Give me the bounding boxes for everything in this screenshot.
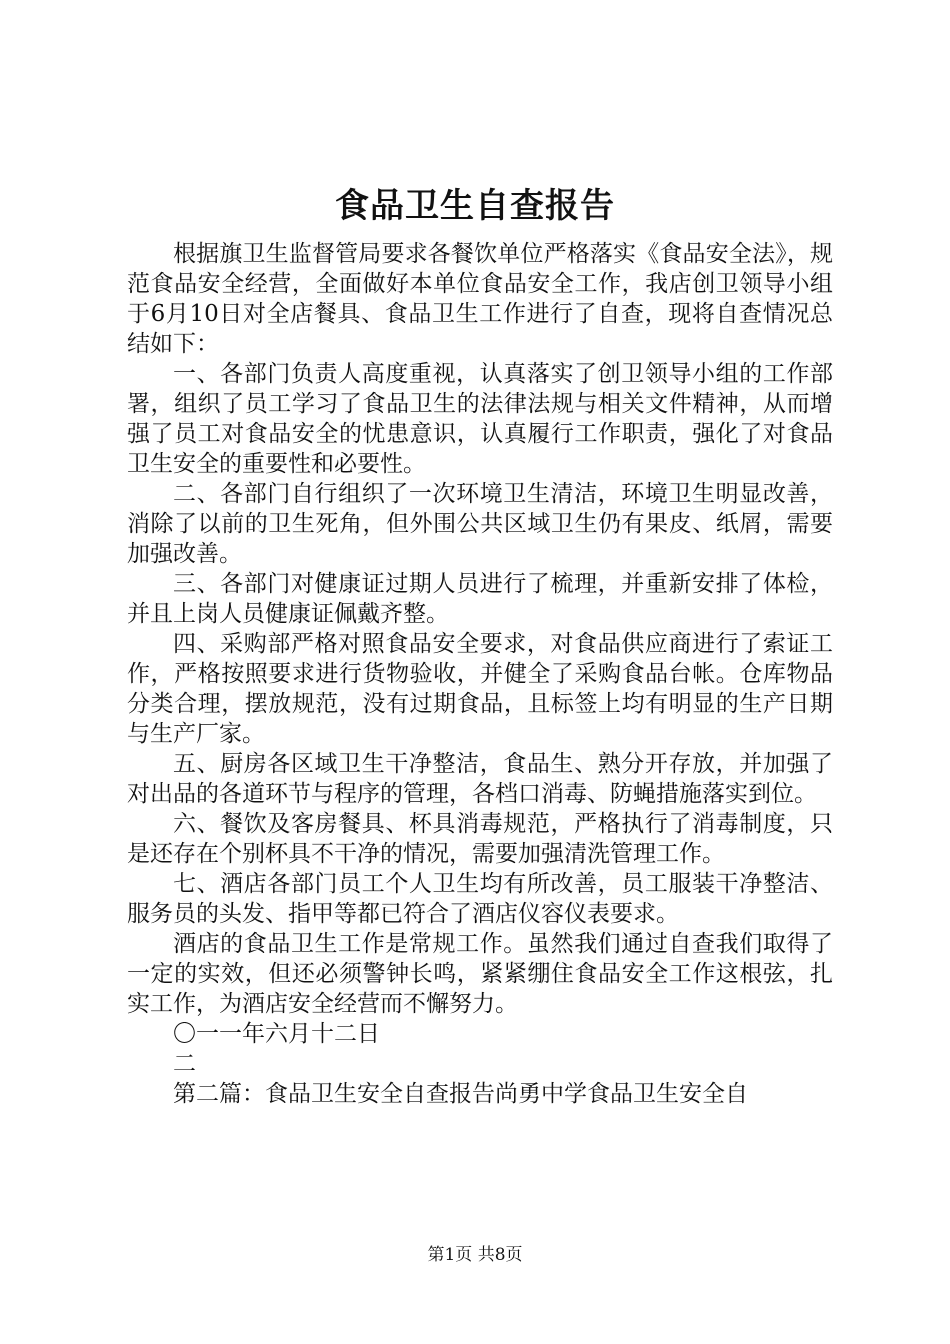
- intro-paragraph: 根据旗卫生监督管局要求各餐饮单位严格落实《食品安全法》，规范食品安全经营，全面做好本单位食品安全工作，我店创卫领导小组于6月10日对全店餐具、食品卫生工作进行了自查，现将自查情况总结如下：: [127, 241, 833, 357]
- conclusion-paragraph: 酒店的食品卫生工作是常规工作。虽然我们通过自查我们取得了一定的实效，但还必须警钟长鸣，紧紧绷住食品安全工作这根弦，扎实工作，为酒店安全经营而不懈努力。: [127, 931, 833, 1017]
- paragraph-item-5: 五、厨房各区域卫生干净整洁，食品生、熟分开存放，并加强了对出品的各道环节与程序的管理，各档口消毒、防蝇措施落实到位。: [127, 751, 833, 807]
- page-footer: 第1页 共8页: [427, 1245, 523, 1265]
- paragraph-item-7: 七、酒店各部门员工个人卫生均有所改善，员工服装干净整洁、服务员的头发、指甲等都已符合了酒店仪容仪表要求。: [127, 871, 833, 927]
- paragraph-item-3: 三、各部门对健康证过期人员进行了梳理，并重新安排了体检，并且上岗人员健康证佩戴齐整。: [127, 571, 833, 627]
- next-section-heading: 第二篇：食品卫生安全自查报告尚勇中学食品卫生安全自: [173, 1081, 748, 1107]
- paragraph-item-6: 六、餐饮及客房餐具、杯具消毒规范，严格执行了消毒制度，只是还存在个别杯具不干净的情况，需要加强清洗管理工作。: [127, 811, 833, 867]
- document-body: [127, 239, 833, 1109]
- paragraph-item-2: 二、各部门自行组织了一次环境卫生清洁，环境卫生明显改善，消除了以前的卫生死角，但外围公共区域卫生仍有果皮、纸屑，需要加强改善。: [127, 481, 833, 567]
- extra-line: 二: [173, 1051, 196, 1077]
- document-title: 食品卫生自查报告: [335, 186, 615, 226]
- date-line: 〇一一年六月十二日: [173, 1021, 380, 1047]
- paragraph-item-1: 一、各部门负责人高度重视，认真落实了创卫领导小组的工作部署，组织了员工学习了食品卫生的法律法规与相关文件精神，从而增强了员工对食品安全的忧患意识，认真履行工作职责，强化了对食品卫生安全的重要性和必要性。: [127, 361, 833, 477]
- paragraph-item-4: 四、采购部严格对照食品安全要求，对食品供应商进行了索证工作，严格按照要求进行货物验收，并健全了采购食品台帐。仓库物品分类合理，摆放规范，没有过期食品，且标签上均有明显的生产日期与生产厂家。: [127, 631, 833, 747]
